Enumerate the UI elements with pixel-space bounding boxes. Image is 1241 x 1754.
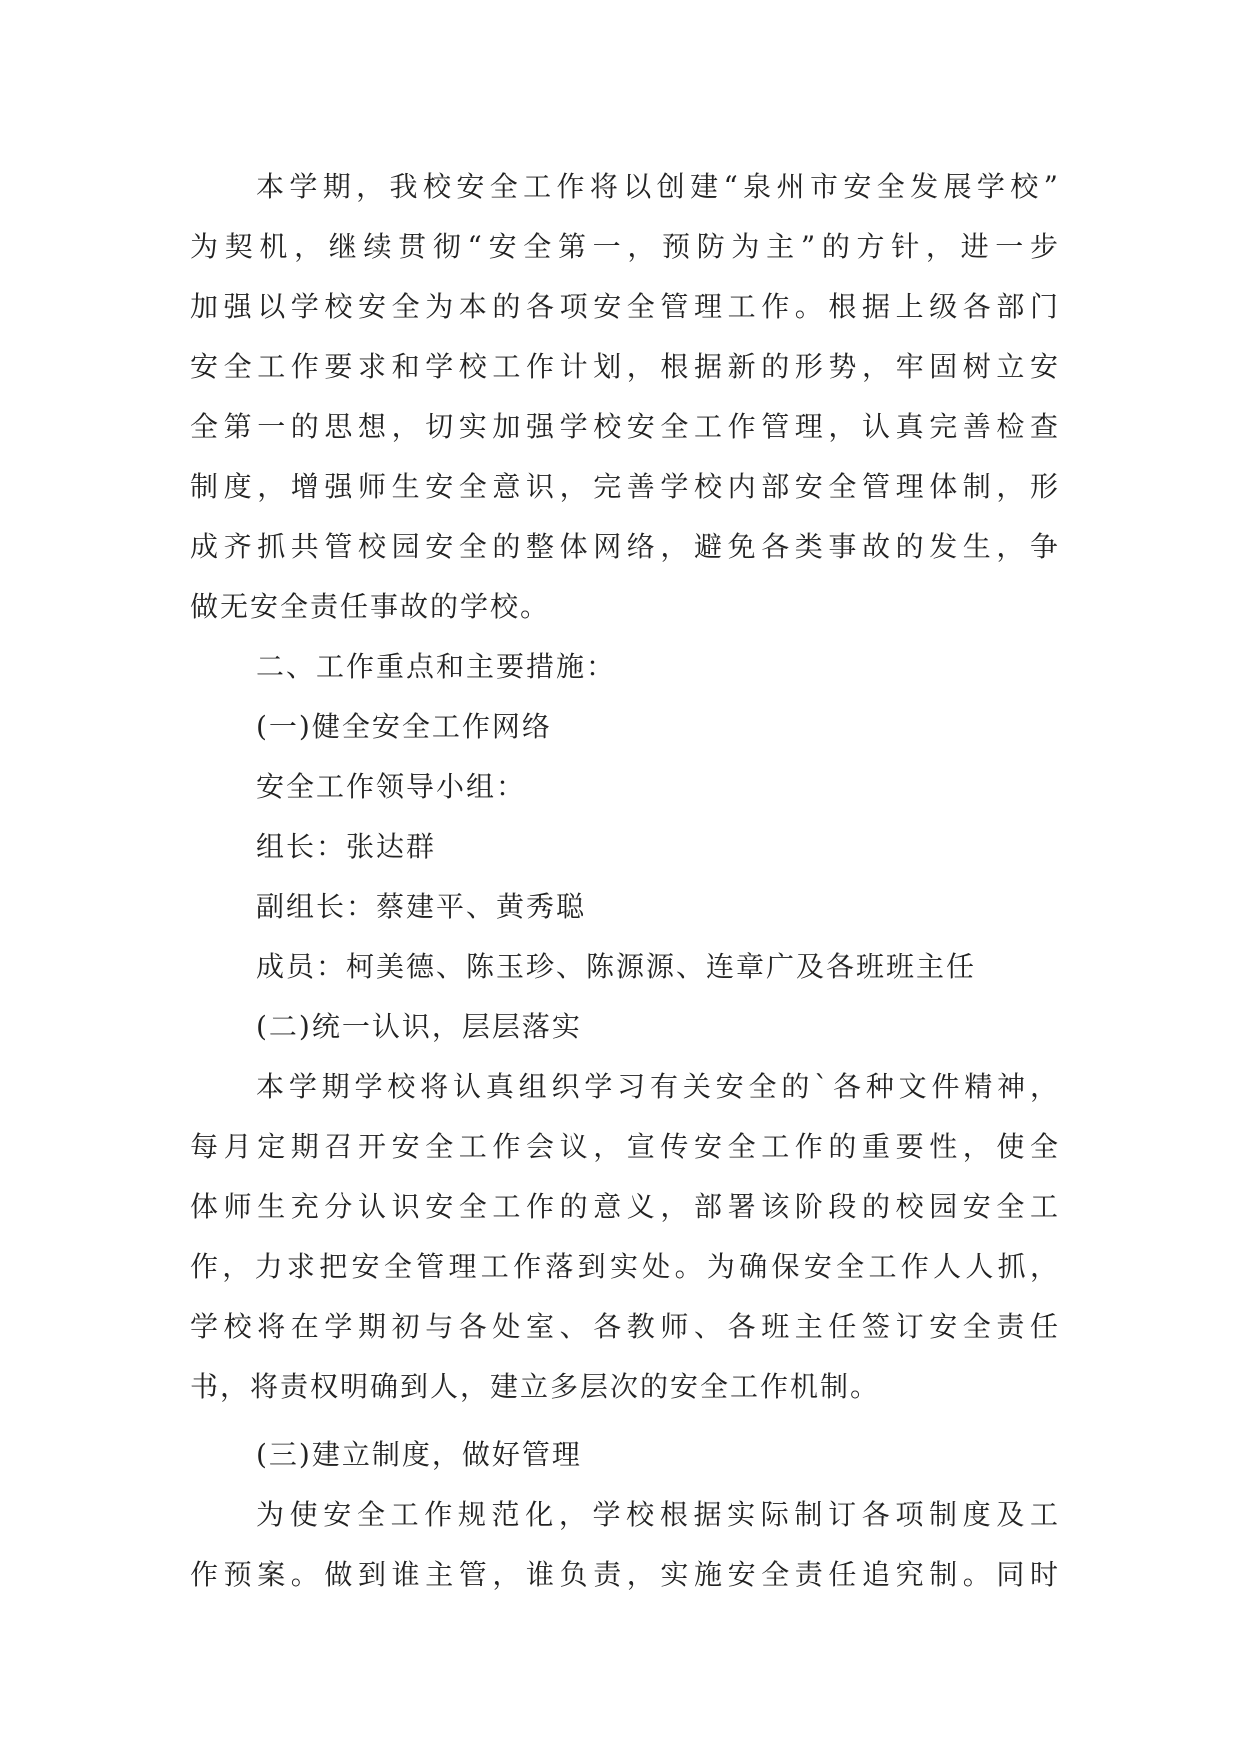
paragraph-line: 本学期学校将认真组织学习有关安全的`各种文件精神，	[256, 1070, 1060, 1103]
paragraph-line: 加强以学校安全为本的各项安全管理工作。根据上级各部门	[190, 290, 1060, 323]
paragraph-line: 本学期，我校安全工作将以创建“泉州市安全发展学校”	[256, 170, 1060, 203]
subsection-heading: (二)统一认识，层层落实	[256, 1010, 582, 1043]
group-deputy-leaders: 副组长：蔡建平、黄秀聪	[256, 890, 587, 923]
paragraph-line: 制度，增强师生安全意识，完善学校内部安全管理体制，形	[190, 470, 1060, 503]
paragraph-line: 作，力求把安全管理工作落到实处。为确保安全工作人人抓，	[190, 1250, 1060, 1283]
paragraph-line: 体师生充分认识安全工作的意义，部署该阶段的校园安全工	[190, 1190, 1060, 1223]
paragraph-line: 为使安全工作规范化，学校根据实际制订各项制度及工	[256, 1498, 1060, 1531]
group-members: 成员：柯美德、陈玉珍、陈源源、连章广及各班班主任	[256, 950, 977, 983]
paragraph-line: 安全工作要求和学校工作计划，根据新的形势，牢固树立安	[190, 350, 1060, 383]
subsection-heading: (一)健全安全工作网络	[256, 710, 552, 743]
paragraph-line: 每月定期召开安全工作会议，宣传安全工作的重要性，使全	[190, 1130, 1060, 1163]
subsection-heading: (三)建立制度，做好管理	[256, 1438, 582, 1471]
paragraph-line: 学校将在学期初与各处室、各教师、各班主任签订安全责任	[190, 1310, 1060, 1343]
paragraph-line: 为契机，继续贯彻“安全第一，预防为主”的方针，进一步	[190, 230, 1060, 263]
paragraph-line: 全第一的思想，切实加强学校安全工作管理，认真完善检查	[190, 410, 1060, 443]
paragraph-line: 成齐抓共管校园安全的整体网络，避免各类事故的发生，争	[190, 530, 1060, 563]
paragraph-line: 书，将责权明确到人，建立多层次的安全工作机制。	[190, 1370, 881, 1403]
group-title: 安全工作领导小组：	[256, 770, 527, 803]
document-body	[190, 157, 1060, 1605]
paragraph-line: 做无安全责任事故的学校。	[190, 590, 551, 623]
section-heading: 二、工作重点和主要措施：	[256, 650, 617, 683]
paragraph-line: 作预案。做到谁主管，谁负责，实施安全责任追究制。同时	[190, 1558, 1060, 1591]
group-leader: 组长：张达群	[256, 830, 437, 863]
